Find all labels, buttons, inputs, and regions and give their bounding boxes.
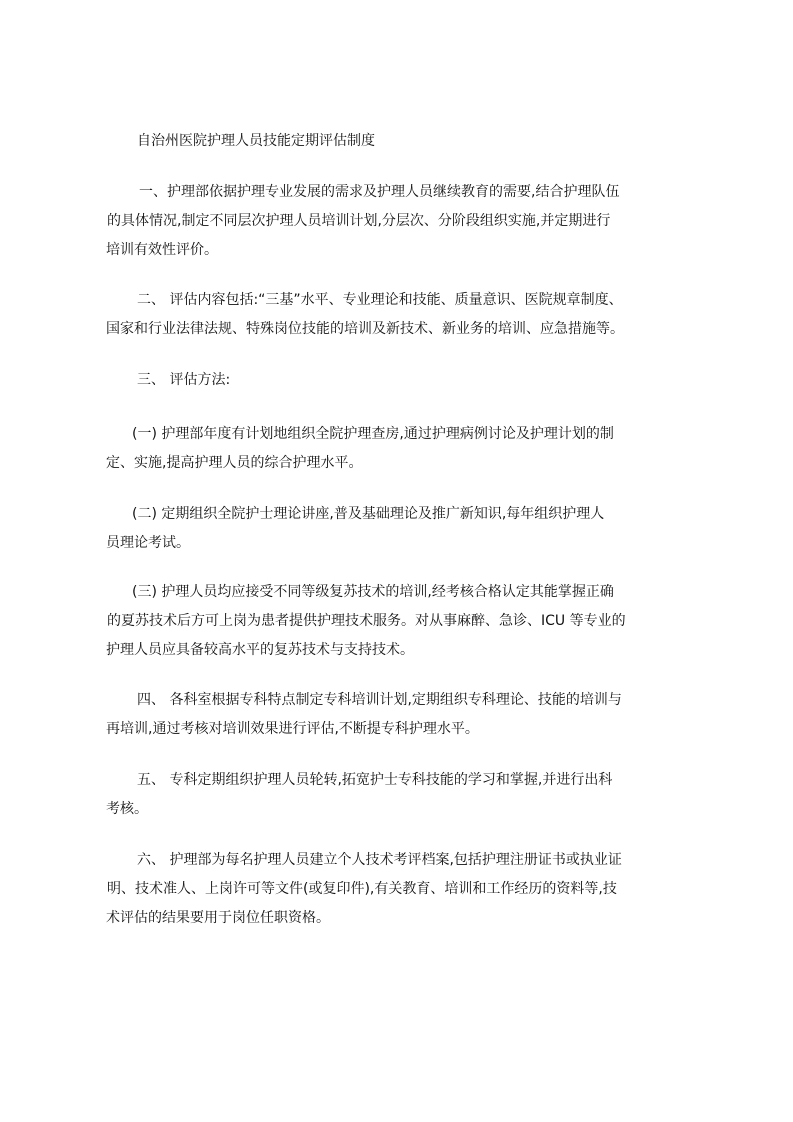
paragraph-8-line-2: 考核。 xyxy=(106,801,148,817)
paragraph-8-line-1: 五、 专科定期组织护理人员轮转,拓宽护士专科技能的学习和掌握,并进行出科 xyxy=(137,772,613,788)
paragraph-3 xyxy=(106,366,706,395)
paragraph-1-line-2: 的具体情况,制定不同层次护理人员培训计划,分层次、分阶段组织实施,并定期进行 xyxy=(107,213,611,229)
paragraph-1-line-3: 培训有效性评价。 xyxy=(106,242,218,258)
paragraph-3-line-1: 三、 评估方法: xyxy=(137,372,231,388)
paragraph-1 xyxy=(106,178,706,265)
paragraph-6-line-2: 的夏苏技术后方可上岗为患者提供护理技术服务。对从事麻醉、急诊、ICU 等专业的 xyxy=(107,613,626,629)
document-title: 自治州医院护理人员技能定期评估制度 xyxy=(137,133,375,149)
paragraph-5-line-1: (二) 定期组织全院护士理论讲座,普及基础理论及推广新知识,每年组织护理人 xyxy=(132,506,605,522)
paragraph-5-line-2: 员理论考试。 xyxy=(106,535,190,551)
paragraph-9 xyxy=(106,846,706,933)
paragraph-8 xyxy=(106,766,706,824)
paragraph-9-line-2: 明、技术准人、上岗许可等文件(或复印件),有关教育、培训和工作经历的资料等,技 xyxy=(107,881,617,897)
paragraph-2 xyxy=(106,286,706,344)
paragraph-9-line-1: 六、 护理部为每名护理人员建立个人技术考评档案,包括护理注册证书或执业证 xyxy=(137,852,622,868)
paragraph-5 xyxy=(106,500,706,558)
paragraph-2-line-2: 国家和行业法律法规、特殊岗位技能的培训及新技术、新业务的培训、应急措施等。 xyxy=(106,321,624,337)
paragraph-4-line-1: (一) 护理部年度有计划地组织全院护理查房,通过护理病例讨论及护理计划的制 xyxy=(132,426,614,442)
paragraph-6-line-3: 护理人员应具备较高水平的复苏技术与支持技术。 xyxy=(106,642,414,658)
paragraph-2-line-1: 二、 评估内容包括:“三基”水平、专业理论和技能、质量意识、医院规章制度、 xyxy=(137,292,623,308)
paragraph-4 xyxy=(106,420,706,478)
paragraph-4-line-2: 定、实施,提高护理人员的综合护理水平。 xyxy=(106,455,363,471)
paragraph-7-line-2: 再培训,通过考核对培训效果进行评估,不断提专科护理水平。 xyxy=(106,721,479,737)
paragraph-1-line-1: 一、护理部依据护理专业发展的需求及护理人员继续教育的需要,结合护理队伍 xyxy=(139,184,620,200)
paragraph-6 xyxy=(106,578,706,665)
paragraph-6-line-1: (三) 护理人员均应接受不同等级复苏技术的培训,经考核合格认定其能掌握正确 xyxy=(132,584,614,600)
paragraph-7-line-1: 四、 各科室根据专科特点制定专科培训计划,定期组织专科理论、技能的培训与 xyxy=(137,692,622,708)
paragraph-9-line-3: 术评估的结果要用于岗位任职资格。 xyxy=(106,910,330,926)
paragraph-7 xyxy=(106,686,706,744)
